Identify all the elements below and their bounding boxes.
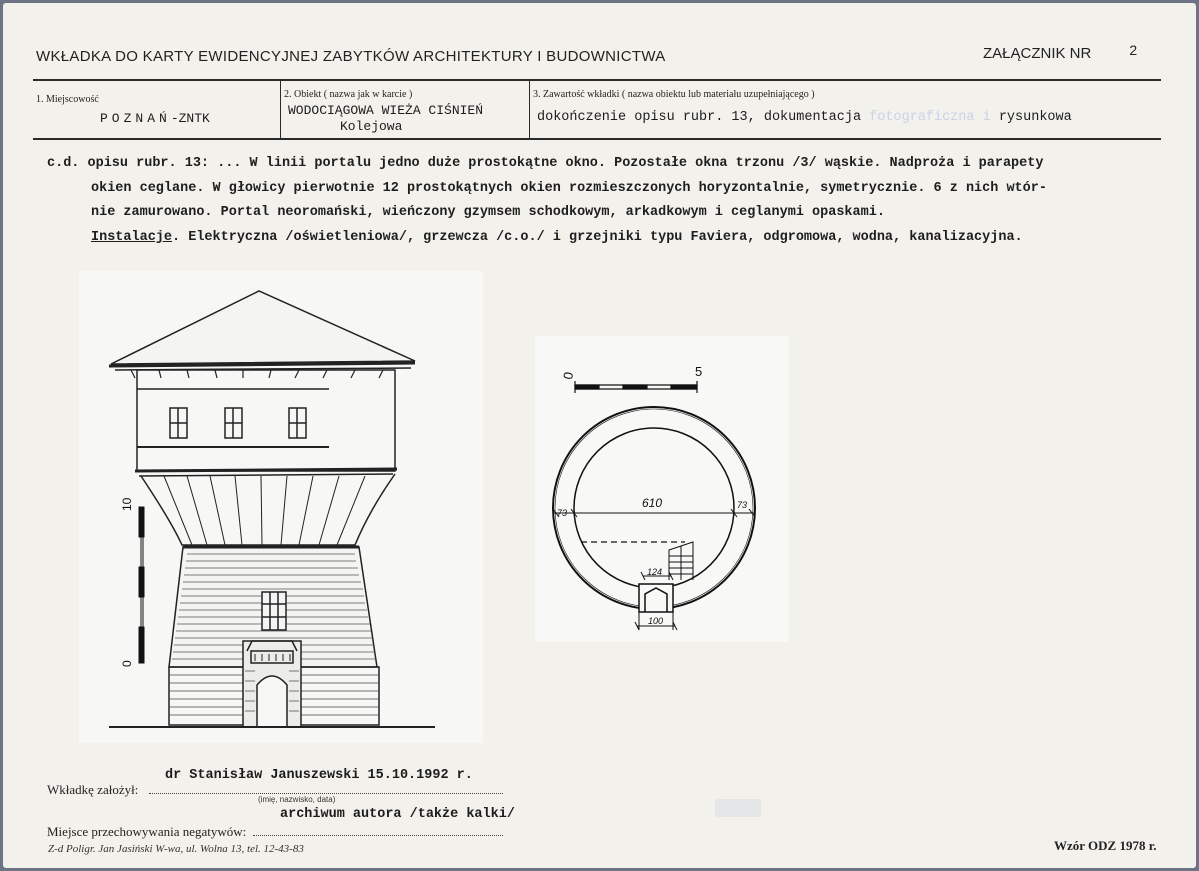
contents-start: dokończenie opisu rubr. 13, dokumentacja — [537, 110, 862, 125]
plan-scale-end: 5 — [695, 364, 703, 379]
elevation-drawing — [79, 271, 483, 743]
locality-value — [100, 111, 210, 126]
header-rule-bottom — [33, 138, 1161, 140]
contents-end: rysunkowa — [998, 110, 1072, 125]
annex-label: ZAŁĄCZNIK NR — [983, 45, 1092, 62]
contents-faded: fotograficzna i — [869, 110, 991, 125]
field-divider-1 — [280, 80, 281, 138]
object-subname: Kolejowa — [340, 119, 403, 134]
created-by-value: dr Stanisław Januszewski 15.10.1992 r. — [165, 768, 473, 783]
header-rule-top — [33, 79, 1161, 81]
plan-scale-start: 0 — [560, 370, 577, 381]
elevation-scale-top: 10 — [120, 497, 134, 511]
created-by-hint: (imię, nazwisko, data) — [258, 795, 336, 804]
form-title: WKŁADKA DO KARTY EWIDENCYJNEJ ZABYTKÓW ARCHITEKTURY I BUDOWNICTWA — [36, 48, 666, 65]
plan-dim-inner: 610 — [642, 496, 663, 510]
paper-stain — [715, 799, 761, 817]
tower-floor-plan — [535, 336, 789, 642]
description-line: nie zamurowano. Portal neoromański, wieńczony gzymsem schodkowym, arkadkowym i ceglanymi opaskami. — [91, 205, 885, 220]
locality-suffix: -ZNTK — [170, 111, 210, 126]
plan-drawing — [535, 336, 789, 642]
annex-value: 2 — [1129, 42, 1138, 58]
description-text — [47, 152, 1167, 250]
object-value — [288, 103, 483, 135]
inventory-card-insert — [3, 3, 1196, 868]
plan-dim-wall-left: 73 — [557, 508, 568, 518]
storage-value: archiwum autora /także kalki/ — [280, 807, 515, 822]
object-name: WODOCIĄGOWA WIEŻA CIŚNIEŃ — [288, 103, 484, 118]
form-model-id: Wzór ODZ 1978 r. — [1054, 838, 1157, 853]
annex-number — [983, 42, 1138, 62]
water-tower-elevation — [79, 271, 483, 743]
contents-label: 3. Zawartość wkładki ( nazwa obiektu lub materiału uzupełniającego ) — [533, 89, 815, 100]
elevation-scale-bottom: 0 — [120, 660, 134, 667]
printer-imprint: Z-d Poligr. Jan Jasiński W-wa, ul. Wolna 13, tel. 12-43-83 — [48, 843, 304, 855]
description-line: c.d. opisu rubr. 13: ... W linii portalu jedno duże prostokątne okno. Pozostałe okna trzonu /3/ wąskie. Nadproża i parapety — [47, 156, 1044, 171]
plan-dim-wall-right: 73 — [737, 500, 748, 510]
locality-main: POZNAŃ — [100, 111, 171, 126]
object-label: 2. Obiekt ( nazwa jak w karcie ) — [284, 89, 413, 100]
description-line: okien ceglane. W głowicy pierwotnie 12 prostokątnych okien rozmieszczonych horyzontalnie, symetrycznie. 6 z nich wtór- — [91, 180, 1047, 196]
field-divider-2 — [529, 80, 530, 138]
locality-label: 1. Miejscowość — [36, 94, 99, 105]
installations-text: . Elektryczna /oświetleniowa/, grzewcza /c.o./ i grzejniki typu Faviera, odgromowa, wodna, kanalizacyjna. — [172, 229, 1023, 245]
storage-label: Miejsce przechowywania negatywów: — [47, 824, 247, 839]
storage-dotted-line — [253, 835, 503, 836]
installations-label: Instalacje — [91, 229, 173, 245]
installations-line — [47, 226, 1167, 251]
created-by-label: Wkładkę założył: — [47, 782, 139, 797]
plan-dim-base: 100 — [648, 616, 664, 626]
contents-value — [537, 110, 1072, 125]
created-by-dotted-line — [149, 793, 503, 794]
plan-dim-door: 124 — [647, 567, 663, 577]
